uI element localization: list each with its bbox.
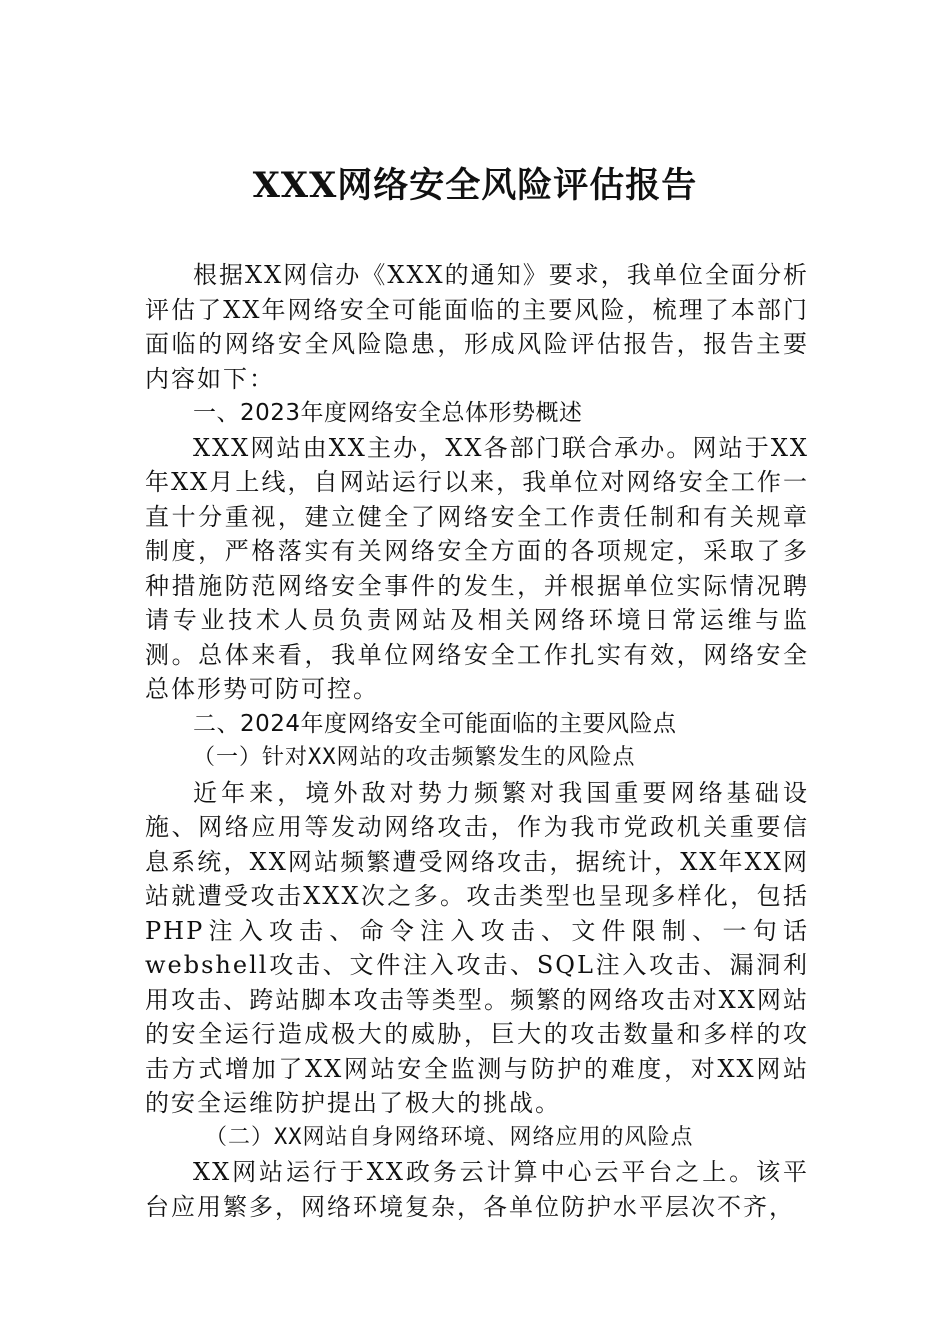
section-2-heading: 二、2024年度网络安全可能面临的主要风险点	[193, 710, 677, 737]
intro-paragraph: 根据XX网信办《XXX的通知》要求，我单位全面分析评估了XX年网络安全可能面临的主要风险，梳理了本部门面临的网络安全风险隐患，形成风险评估报告，报告主要内容如下：	[145, 261, 809, 393]
document-title: XXX网络安全风险评估报告	[252, 165, 698, 206]
subsection-2-paragraph: XX网站运行于XX政务云计算中心云平台之上。该平台应用繁多，网络环境复杂，各单位防护水平层次不齐，	[145, 1158, 809, 1221]
subsection-2-heading: （二）XX网站自身网络环境、网络应用的风险点	[205, 1124, 694, 1150]
subsection-1-paragraph: 近年来，境外敌对势力频繁对我国重要网络基础设施、网络应用等发动网络攻击，作为我市党政机关重要信息系统，XX网站频繁遭受网络攻击，据统计，XX年XX网站就遭受攻击XXX次之多。攻击类型也呈现多样化，包括PHP注入攻击、命令注入攻击、文件限制、一句话webshell攻击、文件注入攻击、SQL注入攻击、漏洞利用攻击、跨站脚本攻击等类型。频繁的网络攻击对XX网站的安全运行造成极大的威胁，巨大的攻击数量和多样的攻击方式增加了XX网站安全监测与防护的难度，对XX网站的安全运维防护提出了极大的挑战。	[145, 778, 809, 1117]
subsection-1-heading: （一）针对XX网站的攻击频繁发生的风险点	[193, 745, 636, 770]
document-body	[145, 258, 809, 1224]
section-1-heading: 一、2023年度网络安全总体形势概述	[193, 400, 583, 426]
section-1-paragraph: XXX网站由XX主办，XX各部门联合承办。网站于XX年XX月上线，自网站运行以来，我单位对网络安全工作一直十分重视，建立健全了网络安全工作责任制和有关规章制度，严格落实有关网络安全方面的各项规定，采取了多种措施防范网络安全事件的发生，并根据单位实际情况聘请专业技术人员负责网站及相关网络环境日常运维与监测。总体来看，我单位网络安全工作扎实有效，网络安全总体形势可防可控。	[145, 433, 809, 703]
